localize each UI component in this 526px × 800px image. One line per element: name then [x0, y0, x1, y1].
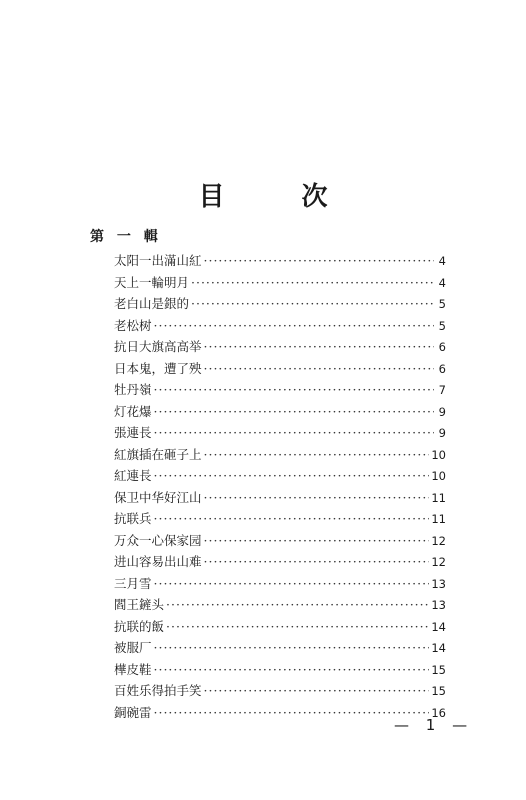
toc-entry [114, 272, 446, 294]
dot-leader [154, 659, 430, 681]
dot-leader [154, 422, 434, 444]
dot-leader [154, 401, 434, 423]
dot-leader [204, 250, 434, 272]
dot-leader [204, 358, 434, 380]
toc-entry-page: 5 [438, 318, 446, 333]
dot-leader [154, 315, 434, 337]
dot-leader [154, 465, 430, 487]
toc-entry-page: 16 [431, 705, 446, 720]
toc-entry-title: 万众一心保家园 [114, 532, 202, 548]
dot-leader [204, 551, 430, 573]
dot-leader [154, 573, 430, 595]
toc-entry-title: 天上一輪明月 [114, 274, 190, 290]
page-title: 目 次 [198, 182, 362, 212]
toc-entry-page: 12 [431, 533, 446, 548]
toc-entry [114, 336, 446, 358]
dot-leader [166, 616, 429, 638]
toc-entry-title: 被服厂 [114, 640, 152, 655]
toc-entry-title: 太阳一出滿山紅 [114, 253, 202, 268]
toc-entry [114, 573, 446, 595]
toc-entry [114, 401, 446, 423]
dot-leader [204, 444, 430, 466]
toc-entry-page: 10 [431, 469, 446, 483]
toc-entry [114, 379, 446, 401]
toc-entry-title: 进山容易出山难 [114, 554, 202, 569]
toc-entry [114, 616, 446, 638]
toc-entry-page: 9 [438, 404, 446, 419]
toc-entry [114, 508, 446, 530]
toc-entry-page: 15 [431, 662, 446, 677]
dot-leader [204, 680, 430, 702]
toc-entry-title: 樺皮鞋 [114, 661, 152, 677]
toc-entry-page: 12 [431, 555, 446, 569]
toc-entry-page: 11 [431, 490, 446, 505]
toc-entry-page: 6 [438, 361, 446, 376]
toc-entry-title: 閻王鏟头 [114, 597, 165, 612]
toc-entry-page: 14 [431, 619, 446, 634]
toc-entry-title: 牡丹嶺 [114, 382, 152, 397]
dot-leader [204, 487, 430, 509]
dot-leader [166, 594, 429, 616]
toc-entry-page: 13 [431, 598, 446, 612]
toc-entry [114, 594, 446, 616]
toc-entry-page: 10 [431, 447, 446, 462]
toc-entry [114, 444, 446, 466]
toc-entry-title: 老松树 [114, 317, 152, 333]
dot-leader [154, 702, 430, 724]
toc-entry [114, 465, 446, 487]
toc-entry-page: 5 [438, 297, 446, 311]
toc-entry [114, 315, 446, 337]
toc-entry-page: 4 [438, 254, 446, 268]
dot-leader [204, 336, 434, 358]
section-heading: 第 一 輯 [90, 229, 162, 245]
toc-entry-title: 銅碗雷 [114, 704, 152, 720]
toc-entry [114, 250, 446, 272]
toc-entry [114, 659, 446, 681]
toc-entry-title: 百姓乐得拍手笑 [114, 683, 202, 698]
toc-entry-title: 日本鬼，遭了殃 [114, 360, 202, 376]
toc-entry-title: 紅連長 [114, 468, 152, 483]
toc-entry [114, 487, 446, 509]
toc-entry [114, 422, 446, 444]
toc-entry [114, 551, 446, 573]
toc-entry-page: 11 [431, 512, 446, 526]
toc-entry-page: 9 [438, 426, 446, 440]
toc-entry [114, 358, 446, 380]
toc-entry [114, 637, 446, 659]
toc-entry [114, 680, 446, 702]
dot-leader [154, 637, 430, 659]
toc-entry-page: 14 [431, 641, 446, 655]
dot-leader [191, 293, 434, 315]
toc-entry [114, 530, 446, 552]
toc-entry-title: 紅旗插在砸子上 [114, 446, 202, 462]
toc-entry-page: 15 [431, 684, 446, 698]
toc-entry-page: 13 [431, 576, 446, 591]
toc-entry-title: 抗联兵 [114, 511, 152, 526]
dot-leader [154, 508, 430, 530]
toc-entry-title: 張連長 [114, 425, 152, 440]
toc-entry [114, 293, 446, 315]
toc-entry-title: 保卫中华好江山 [114, 489, 202, 505]
toc-entry-title: 老白山是銀的 [114, 296, 190, 311]
page-number: — 1 — [394, 716, 474, 734]
toc-entry-page: 7 [438, 383, 446, 397]
toc-entry-title: 抗联的飯 [114, 618, 165, 634]
toc-entry-page: 6 [438, 340, 446, 354]
dot-leader [154, 379, 434, 401]
dot-leader [204, 530, 430, 552]
toc-entry-title: 三月雪 [114, 575, 152, 591]
table-of-contents [114, 250, 446, 723]
dot-leader [191, 272, 434, 294]
toc-entry-page: 4 [438, 275, 446, 290]
toc-entry-title: 抗日大旗高高举 [114, 339, 202, 354]
toc-entry-title: 灯花爆 [114, 403, 152, 419]
